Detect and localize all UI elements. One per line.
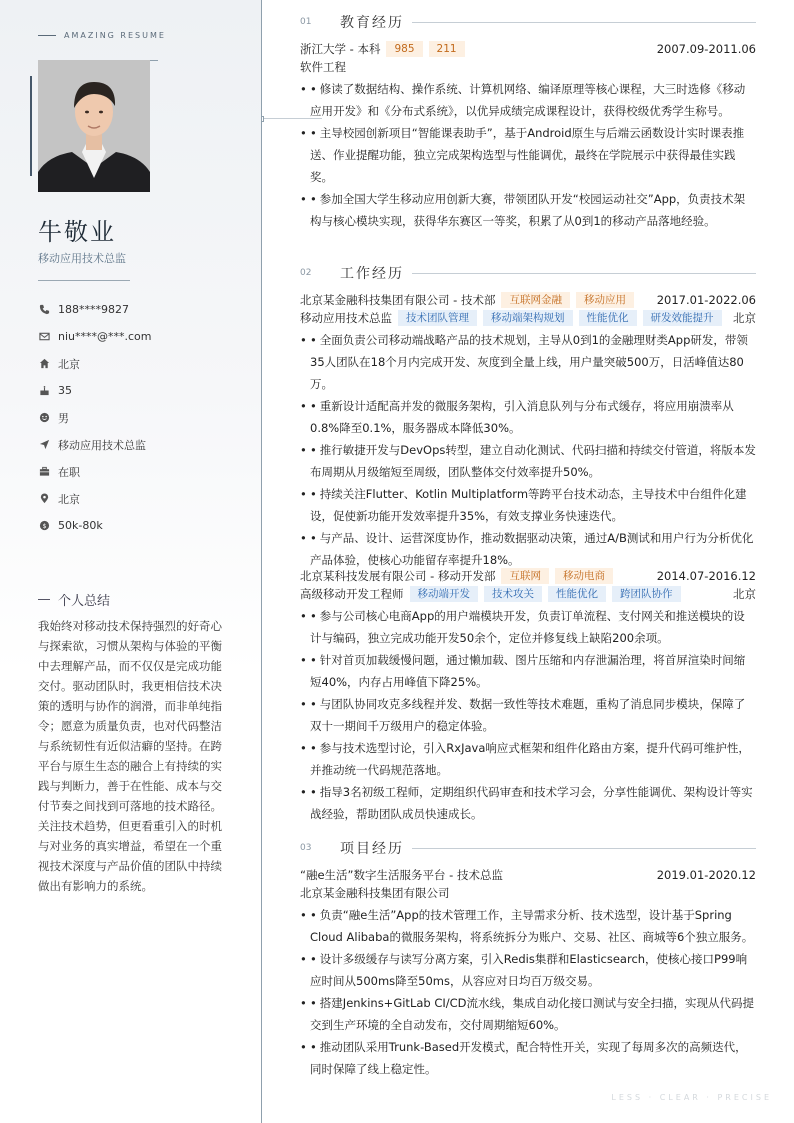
skill-tag: 研发效能提升 <box>643 310 722 326</box>
info-text: niu****@***.com <box>58 330 152 343</box>
skill-tag: 跨团队协作 <box>612 586 681 602</box>
skill-tag: 移动端开发 <box>410 586 479 602</box>
section-title: 工作经历 <box>340 266 404 282</box>
send-icon <box>38 439 50 451</box>
education-bullets <box>300 78 756 232</box>
industry-tag: 移动电商 <box>555 568 613 584</box>
education-major-row <box>300 58 756 76</box>
svg-text:$: $ <box>41 521 47 530</box>
job-city: 北京 <box>733 587 756 601</box>
home-icon <box>38 358 50 370</box>
avatar-photo <box>38 60 150 192</box>
summary-text: 我始终对移动技术保持强烈的好奇心与探索欲，习惯从架构与体验的平衡中去理解产品，而不仅仅是完成功能交付。驱动团队时，我更相信技术决策的透明与协作的润滑，而非单纯指令；愿意为质量负责，也对代码整洁与系统韧性有近似洁癖的坚持。在跨平台与原生生态的融合上有持续的实践与判断力，善于在性能、成本与交付节奏之间找到可落地的技术路径。关注技术趋势，但更看重引入的时机与对业务的真实增益，希望在一个重视技术深度与产品价值的团队中持续做出有影响力的系统。 <box>38 619 222 893</box>
job-bullets <box>300 605 756 825</box>
info-location <box>38 485 238 512</box>
skill-tag: 性能优化 <box>579 310 637 326</box>
industry-tag: 互联网金融 <box>501 292 570 308</box>
list-item: • • 重新设计适配高并发的微服务架构，引入消息队列与分布式缓存，将应用崩溃率从0.8%降至0.1%，服务器成本降低30%。 <box>300 395 756 439</box>
info-text: 35 <box>58 384 72 397</box>
list-item: • • 负责“融e生活”App的技术管理工作，主导需求分析、技术选型，设计基于Spring Cloud Alibaba的微服务架构，将系统拆分为账户、交易、社区、商城等6个独立服务。 <box>300 904 756 948</box>
info-salary <box>38 512 238 539</box>
skill-tag: 技术团队管理 <box>398 310 477 326</box>
info-status <box>38 458 238 485</box>
info-position <box>38 431 238 458</box>
person-portrait-icon <box>38 60 150 192</box>
info-text: 在职 <box>58 465 80 479</box>
brand-text: AMAZING RESUME <box>64 31 166 40</box>
list-item: • • 与产品、设计、运营深度协作，推动数据驱动决策，通过A/B测试和用户行为分析优化产品体验，使核心功能留存率提升18%。 <box>300 527 756 571</box>
job-role-row <box>300 309 756 327</box>
info-text: 北京 <box>58 492 80 506</box>
section-title: 项目经历 <box>340 841 404 857</box>
list-item: • • 与团队协同攻克多线程并发、数据一致性等技术难题，重构了消息同步模块，保障了双十一期间千万级用户的稳定体验。 <box>300 693 756 737</box>
list-item: • • 持续关注Flutter、Kotlin Multiplatform等跨平台技术动态，主导技术中台组件化建设，促使新功能开发效率提升35%，有效支撑业务快速迭代。 <box>300 483 756 527</box>
school-tag: 985 <box>386 41 422 57</box>
education-header <box>300 40 756 58</box>
job-date: 2017.01-2022.06 <box>656 293 756 307</box>
job-role: 高级移动开发工程师 <box>300 587 404 601</box>
list-item: • • 设计多级缓存与读写分离方案，引入Redis集群和Elasticsearch，使核心接口P99响应时间从500ms降至50ms，从容应对日均百万级交易。 <box>300 948 756 992</box>
brand-dash <box>38 35 56 36</box>
list-item: • • 指导3名初级工程师，定期组织代码审查和技术学习会，分享性能调优、架构设计等实战经验，帮助团队成员快速成长。 <box>300 781 756 825</box>
company-name: 北京某科技发展有限公司 - 移动开发部 <box>300 569 496 583</box>
list-item: • • 推行敏捷开发与DevOps转型，建立自动化测试、代码扫描和持续交付管道，将版本发布周期从月级缩短至周级，团队整体交付效率提升50%。 <box>300 439 756 483</box>
money-icon <box>38 520 50 532</box>
info-text: 北京 <box>58 357 80 371</box>
section-number: 02 <box>300 268 312 278</box>
briefcase-icon <box>38 466 50 478</box>
info-email <box>38 323 238 350</box>
contact-info <box>38 296 238 539</box>
section-rule <box>412 273 756 274</box>
summary-dash <box>38 599 50 600</box>
info-text: 男 <box>58 411 69 425</box>
avatar <box>38 60 150 192</box>
section-title: 教育经历 <box>340 15 404 31</box>
profile-title: 移动应用技术总监 <box>38 252 126 265</box>
job-date: 2014.07-2016.12 <box>656 569 756 583</box>
list-item: • • 主导校园创新项目“智能课表助手”，基于Android原生与后端云函数设计实时课表推送、作业提醒功能，独立完成架构选型与性能调优，最终在学院展示中获得最佳实践奖。 <box>300 122 756 188</box>
job-role-row <box>300 585 756 603</box>
photo-accent-bar <box>30 76 32 176</box>
job-bullets <box>300 329 756 571</box>
mail-icon <box>38 331 50 343</box>
section-work-heading <box>300 263 756 283</box>
education-entry <box>300 40 756 232</box>
job-role: 移动应用技术总监 <box>300 311 392 325</box>
profile-name: 牛敬业 <box>38 218 116 246</box>
school-name: 浙江大学 - 本科 <box>300 42 381 56</box>
summary-heading <box>38 590 110 609</box>
info-phone <box>38 296 238 323</box>
job-entry <box>300 291 756 571</box>
list-item: • • 参与技术选型讨论，引入RxJava响应式框架和组件化路由方案，提升代码可维护性，并推动统一代码规范落地。 <box>300 737 756 781</box>
info-text: 移动应用技术总监 <box>58 438 146 452</box>
job-header <box>300 291 756 309</box>
list-item: • • 全面负责公司移动端战略产品的技术规划，主导从0到1的金融理财类App研发，带领35人团队在18个月内完成开发、灰度到全量上线，用户量突破500万，日活峰值达80万。 <box>300 329 756 395</box>
education-date: 2007.09-2011.06 <box>656 42 756 56</box>
project-date: 2019.01-2020.12 <box>656 868 756 882</box>
job-entry <box>300 567 756 825</box>
education-major: 软件工程 <box>300 60 346 74</box>
sidebar <box>0 0 262 1123</box>
project-entry <box>300 866 756 1080</box>
list-item: • • 针对首页加载缓慢问题，通过懒加载、图片压缩和内存泄漏治理，将首屏渲染时间缩短40%，内存占用峰值下降25%。 <box>300 649 756 693</box>
info-gender <box>38 404 238 431</box>
section-rule <box>412 22 756 23</box>
list-item: • • 搭建Jenkins+GitLab CI/CD流水线，集成自动化接口测试与安全扫描，实现从代码提交到生产环境的全自动发布，交付周期缩短60%。 <box>300 992 756 1036</box>
industry-tag: 互联网 <box>501 568 549 584</box>
industry-tag: 移动应用 <box>576 292 634 308</box>
connector-node <box>261 116 264 122</box>
list-item: • • 修读了数据结构、操作系统、计算机网络、编译原理等核心课程，大三时选修《移动应用开发》和《分布式系统》，以优异成绩完成课程设计，获得校级优秀学生称号。 <box>300 78 756 122</box>
smile-icon <box>38 412 50 424</box>
list-item: • • 参加全国大学生移动应用创新大赛，带领团队开发“校园运动社交”App，负责技术架构与核心模块实现，获得华东赛区一等奖，积累了从0到1的移动产品落地经验。 <box>300 188 756 232</box>
cake-icon <box>38 385 50 397</box>
info-text: 188****9827 <box>58 303 129 316</box>
skill-tag: 技术攻关 <box>484 586 542 602</box>
list-item: • • 参与公司核心电商App的用户端模块开发，负责订单流程、支付网关和推送模块的设计与编码，独立完成功能开发50余个，定位并修复线上缺陷200余项。 <box>300 605 756 649</box>
project-header <box>300 866 756 884</box>
job-header <box>300 567 756 585</box>
section-number: 01 <box>300 17 312 27</box>
info-text: 50k-80k <box>58 519 103 532</box>
company-name: 北京某金融科技集团有限公司 - 技术部 <box>300 293 496 307</box>
footer-motto: LESS · CLEAR · PRECISE <box>611 1093 772 1102</box>
section-projects-heading <box>300 838 756 858</box>
section-rule <box>412 848 756 849</box>
job-city: 北京 <box>733 311 756 325</box>
info-home <box>38 350 238 377</box>
project-company-row <box>300 884 756 902</box>
section-number: 03 <box>300 843 312 853</box>
skill-tag: 性能优化 <box>548 586 606 602</box>
brand <box>38 31 166 40</box>
summary-title: 个人总结 <box>58 594 111 609</box>
list-item: • • 推动团队采用Trunk-Based开发模式，配合特性开关，实现了每周多次的高频迭代，同时保障了线上稳定性。 <box>300 1036 756 1080</box>
info-age <box>38 377 238 404</box>
profile-divider <box>38 280 130 281</box>
section-education-heading <box>300 12 756 32</box>
location-icon <box>38 493 50 505</box>
school-tag: 211 <box>429 41 465 57</box>
project-name: “融e生活”数字生活服务平台 - 技术总监 <box>300 868 503 882</box>
skill-tag: 移动端架构规划 <box>483 310 573 326</box>
project-bullets <box>300 904 756 1080</box>
phone-icon <box>38 304 50 316</box>
project-company: 北京某金融科技集团有限公司 <box>300 886 450 900</box>
